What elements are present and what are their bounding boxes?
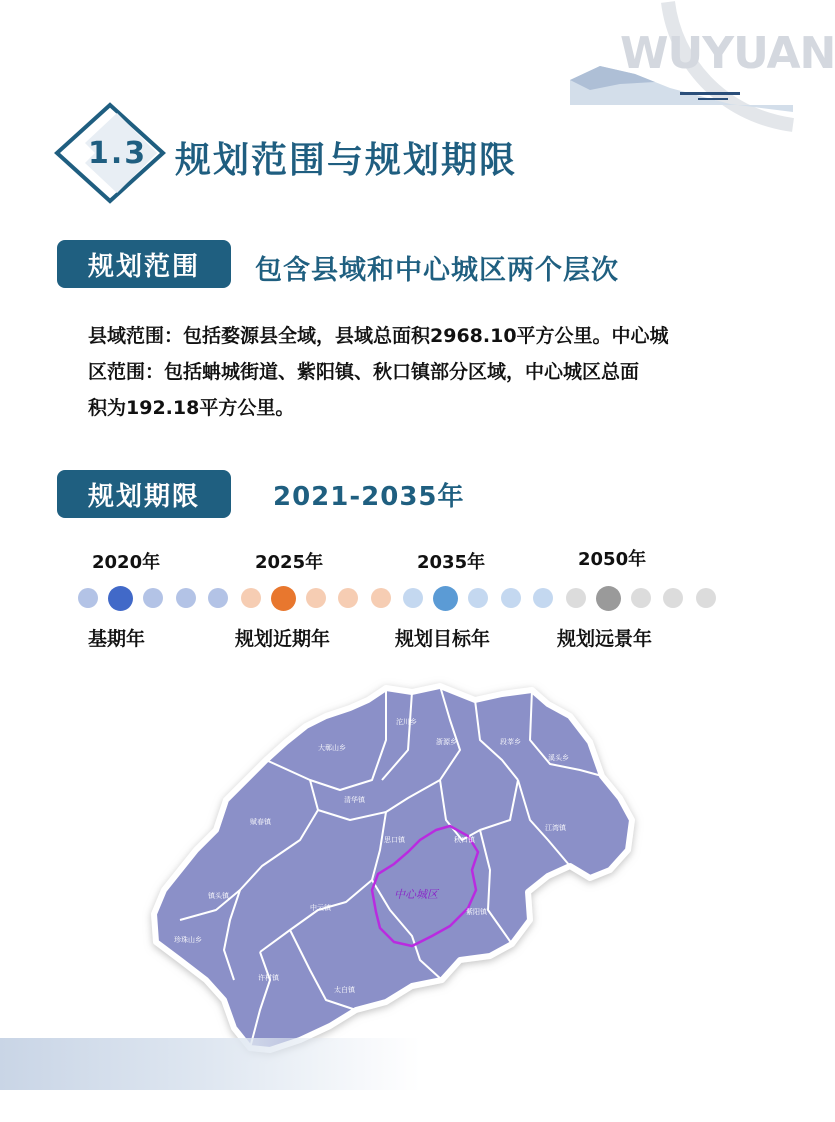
timeline-dot xyxy=(533,588,553,608)
timeline-dot xyxy=(371,588,391,608)
timeline-dot xyxy=(696,588,716,608)
town-label: 大鄣山乡 xyxy=(318,744,346,752)
town-label: 清华镇 xyxy=(344,796,365,804)
scope-line: 区范围：包括蚺城街道、紫阳镇、秋口镇部分区域，中心城区总面 xyxy=(88,361,640,383)
scope-line: 县域范围：包括婺源县全域，县域总面积2968.10平方公里。中心城 xyxy=(88,325,669,347)
county-outline xyxy=(154,686,632,1050)
timeline-dot xyxy=(663,588,683,608)
town-label: 镇头镇 xyxy=(208,892,229,900)
town-label: 中云镇 xyxy=(310,904,331,912)
center-district-label: 中心城区 xyxy=(394,888,438,901)
town-label: 思口镇 xyxy=(384,836,405,844)
town-label: 太白镇 xyxy=(334,986,355,994)
timeline-dot xyxy=(241,588,261,608)
timeline-dot xyxy=(403,588,423,608)
town-label: 赋春镇 xyxy=(250,818,271,826)
town-label: 江湾镇 xyxy=(545,824,566,832)
timeline-milestone-dot xyxy=(433,586,458,611)
timeline-year-2025: 2025年 xyxy=(255,552,324,573)
town-label: 浙源乡 xyxy=(436,738,457,746)
town-label: 许村镇 xyxy=(258,974,279,982)
town-label: 秋口镇 xyxy=(454,836,475,844)
timeline-year-2035: 2035年 xyxy=(417,552,486,573)
timeline-dot xyxy=(143,588,163,608)
timeline-phase-target: 规划目标年 xyxy=(395,628,491,650)
timeline-dot xyxy=(566,588,586,608)
timeline-phase-near: 规划近期年 xyxy=(235,628,331,650)
county-map xyxy=(150,680,640,1070)
timeline-dot xyxy=(306,588,326,608)
town-label: 紫阳镇 xyxy=(466,908,487,916)
timeline-dot xyxy=(631,588,651,608)
scope-label: 规划范围 xyxy=(57,240,231,288)
town-label: 珍珠山乡 xyxy=(174,936,202,944)
timeline-dot xyxy=(501,588,521,608)
period-label: 规划期限 xyxy=(57,470,231,518)
town-label: 沱川乡 xyxy=(396,718,417,726)
scope-subtitle: 包含县域和中心城区两个层次 xyxy=(255,255,619,286)
timeline-dot xyxy=(176,588,196,608)
timeline-dot xyxy=(338,588,358,608)
timeline-phase-base: 基期年 xyxy=(88,628,146,650)
scope-description xyxy=(88,318,728,426)
town-label: 段莘乡 xyxy=(500,738,521,746)
timeline-dot xyxy=(78,588,98,608)
town-label: 溪头乡 xyxy=(548,754,569,762)
footer-band xyxy=(0,1038,420,1090)
brand-wordmark: WUYUAN xyxy=(620,28,835,79)
timeline-milestone-dot xyxy=(596,586,621,611)
timeline-phase-vision: 规划远景年 xyxy=(557,628,653,650)
timeline-year-2050: 2050年 xyxy=(578,549,647,570)
period-range: 2021-2035年 xyxy=(273,482,465,512)
timeline-dot xyxy=(468,588,488,608)
section-number: 1.3 xyxy=(88,136,148,171)
section-title: 规划范围与规划期限 xyxy=(175,140,518,181)
timeline-milestone-dot xyxy=(108,586,133,611)
scope-line: 积为192.18平方公里。 xyxy=(88,397,295,419)
timeline-dot xyxy=(208,588,228,608)
timeline-milestone-dot xyxy=(271,586,296,611)
timeline-year-2020: 2020年 xyxy=(92,552,161,573)
